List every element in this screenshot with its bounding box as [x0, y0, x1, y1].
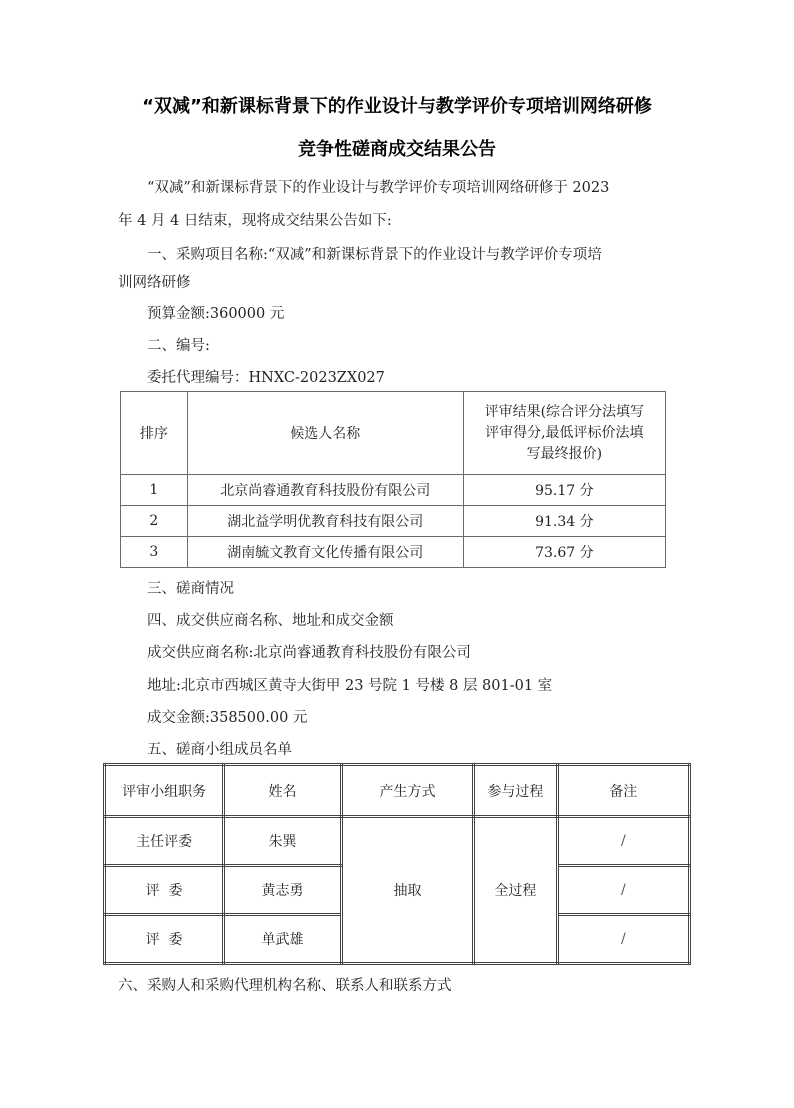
header-candidate-name: 候选人名称	[187, 392, 463, 475]
rank-cell: 1	[121, 475, 188, 506]
note-cell: /	[557, 915, 689, 964]
header-process: 参与过程	[474, 765, 557, 817]
member-name-cell: 黄志勇	[224, 866, 342, 915]
deal-amount: 成交金额:358500.00 元	[147, 710, 308, 726]
intro-paragraph-line-2: 年 4 月 4 日结束，现将成交结果公告如下:	[118, 213, 392, 229]
rank-cell: 3	[121, 537, 188, 568]
candidate-name-cell: 湖北益学明优教育科技有限公司	[187, 506, 463, 537]
section1-project-name-line-2: 训网络研修	[118, 275, 191, 291]
candidates-table-header	[121, 392, 666, 475]
candidate-name-cell: 北京尚睿通教育科技股份有限公司	[187, 475, 463, 506]
panel-members-table	[103, 763, 691, 965]
section3-heading: 三、磋商情况	[147, 581, 234, 597]
section6-heading: 六、采购人和采购代理机构名称、联系人和联系方式	[118, 978, 452, 994]
section5-heading: 五、磋商小组成员名单	[147, 742, 292, 758]
result-cell: 91.34 分	[463, 506, 665, 537]
participation-process-cell: 全过程	[474, 817, 557, 964]
member-name-cell: 朱巽	[224, 817, 342, 866]
candidate-name-cell: 湖南毓文教育文化传播有限公司	[187, 537, 463, 568]
panel-table-header	[105, 765, 690, 817]
result-cell: 73.67 分	[463, 537, 665, 568]
header-review-result	[463, 392, 665, 475]
section2-heading: 二、编号:	[147, 338, 210, 354]
header-role: 评审小组职务	[105, 765, 224, 817]
supplier-name: 成交供应商名称:北京尚睿通教育科技股份有限公司	[147, 645, 471, 661]
member-name-cell: 单武雄	[224, 915, 342, 964]
header-result-line: 评审结果(综合评分法填写	[484, 403, 645, 420]
header-rank: 排序	[121, 392, 188, 475]
header-name: 姓名	[224, 765, 342, 817]
agency-number: 委托代理编号：HNXC-2023ZX027	[147, 370, 385, 386]
section4-heading: 四、成交供应商名称、地址和成交金额	[147, 613, 394, 629]
role-cell: 主任评委	[105, 817, 224, 866]
document-title-line-2: 竞争性磋商成交结果公告	[298, 139, 496, 160]
intro-paragraph-line-1: “双减”和新课标背景下的作业设计与教学评价专项培训网络研修于 2023	[147, 180, 610, 196]
document-title-line-1: “双减”和新课标背景下的作业设计与教学评价专项培训网络研修	[142, 96, 652, 117]
section1-project-name-line-1: 一、采购项目名称:“双减”和新课标背景下的作业设计与教学评价专项培	[147, 247, 602, 263]
header-method: 产生方式	[341, 765, 473, 817]
note-cell: /	[557, 817, 689, 866]
header-note: 备注	[557, 765, 689, 817]
selection-method-cell: 抽取	[341, 817, 473, 964]
rank-cell: 2	[121, 506, 188, 537]
table-row	[121, 475, 666, 506]
budget-amount: 预算金额:360000 元	[147, 306, 285, 322]
table-row	[121, 506, 666, 537]
supplier-address: 地址:北京市西城区黄寺大街甲 23 号院 1 号楼 8 层 801-01 室	[147, 678, 553, 694]
table-row	[121, 537, 666, 568]
role-cell: 评 委	[105, 915, 224, 964]
header-result-line: 评审得分,最低评标价法填	[485, 424, 644, 441]
role-cell: 评 委	[105, 866, 224, 915]
table-row	[105, 817, 690, 866]
candidates-table	[120, 391, 666, 568]
note-cell: /	[557, 866, 689, 915]
result-cell: 95.17 分	[463, 475, 665, 506]
header-result-line: 写最终报价)	[526, 445, 603, 462]
